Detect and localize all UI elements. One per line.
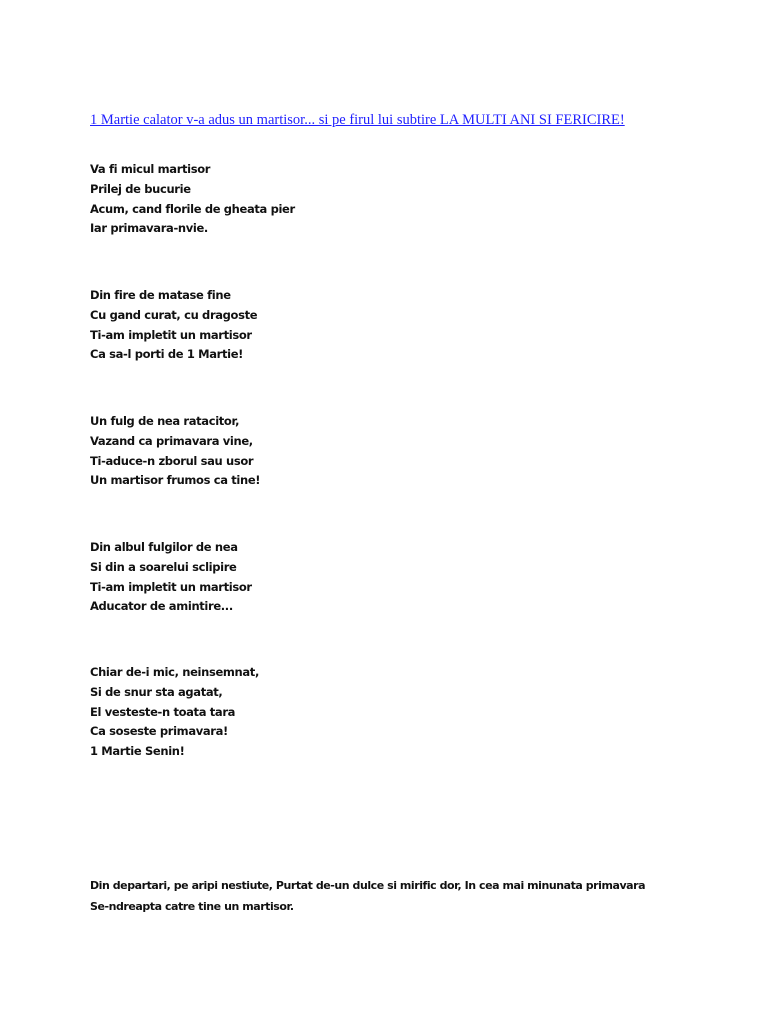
closing-paragraph: Din departari, pe aripi nestiute, Purtat de-un dulce si mirific dor, In cea mai minunata primavara Se-ndreapta catre tine un martisor.	[90, 879, 646, 913]
poem-line: Si de snur sta agatat,	[90, 684, 223, 699]
poem-line: Chiar de-i mic, neinsemnat,	[90, 665, 259, 679]
poem-line: Ti-am impletit un martisor	[90, 579, 252, 594]
title-link[interactable]: 1 Martie calator v-a adus un martisor... si pe firul lui subtire LA MULTI ANI SI FERICIRE!	[90, 112, 625, 128]
poem-line: Si din a soarelui sclipire	[90, 559, 237, 574]
poem-line: 1 Martie Senin!	[90, 744, 185, 759]
stanza-1	[90, 160, 295, 239]
poem-line: Din fire de matase fine	[90, 288, 231, 302]
poem-line: Prilej de bucurie	[90, 181, 191, 196]
poem-line: Iar primavara-nvie.	[90, 221, 208, 236]
stanza-2	[90, 286, 257, 365]
poem-line: Acum, cand florile de gheata pier	[90, 201, 295, 216]
stanza-4	[90, 538, 252, 617]
poem-line: Ca soseste primavara!	[90, 724, 228, 739]
stanza-5	[90, 663, 259, 762]
poem-line: Din albul fulgilor de nea	[90, 540, 238, 554]
poem-line: Va fi micul martisor	[90, 162, 211, 176]
poem-line: Ti-aduce-n zborul sau usor	[90, 453, 254, 468]
poem-line: El vesteste-n toata tara	[90, 704, 236, 719]
poem-line: Vazand ca primavara vine,	[90, 433, 253, 448]
poem-line: Aducator de amintire...	[90, 599, 233, 614]
poem-line: Ti-am impletit un martisor	[90, 327, 252, 342]
stanza-3	[90, 412, 260, 491]
poem-line: Cu gand curat, cu dragoste	[90, 307, 258, 322]
poem-line: Ca sa-l porti de 1 Martie!	[90, 347, 244, 362]
poem-line: Un martisor frumos ca tine!	[90, 473, 261, 488]
poem-line: Un fulg de nea ratacitor,	[90, 414, 240, 428]
